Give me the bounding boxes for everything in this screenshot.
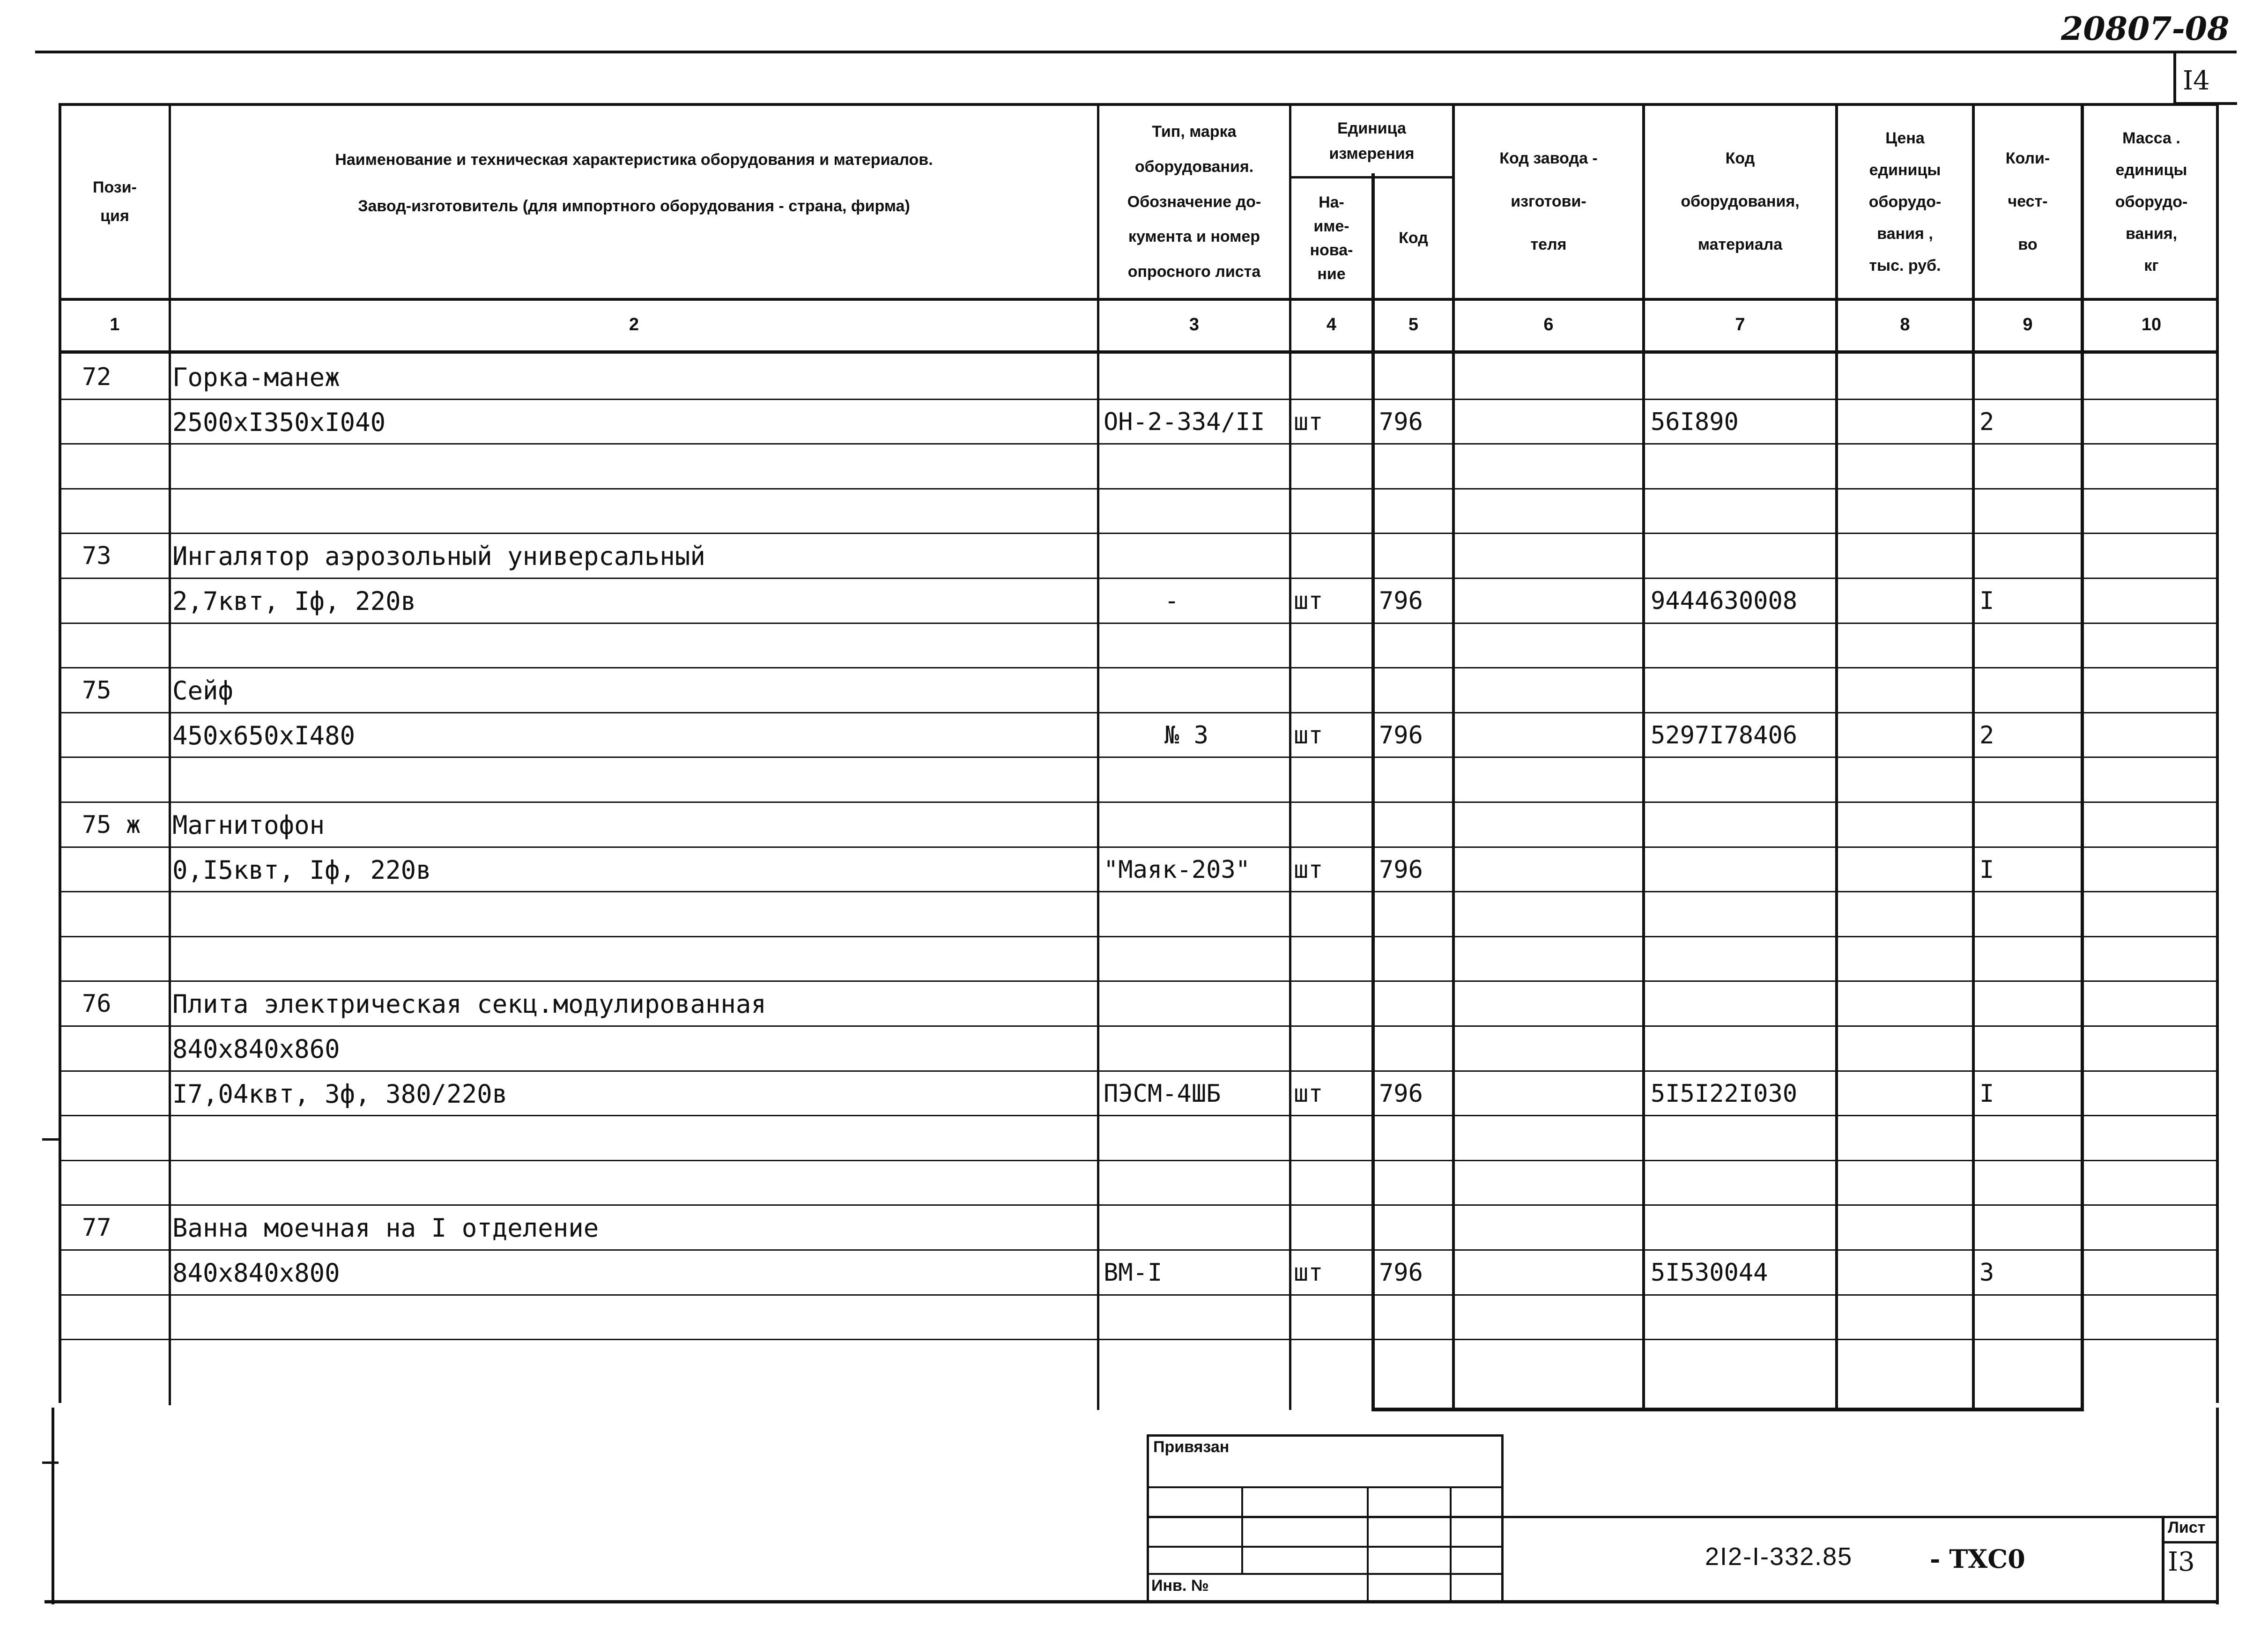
row-line: [59, 712, 2219, 713]
row-line: [59, 1204, 2219, 1206]
row-line: [59, 1070, 2219, 1072]
cell-name: 2500хI350хI040: [172, 408, 386, 437]
row-line: [59, 801, 2219, 803]
row-line: [59, 399, 2219, 400]
header-mass: Масса . единицы оборудо- вания, кг: [2115, 129, 2188, 274]
body-bottom-bold-line: [1371, 1408, 2084, 1411]
col-number: 8: [1900, 315, 1910, 334]
sheet-top-number: I4: [2183, 66, 2210, 96]
cell-unit-code: 796: [1379, 1259, 1423, 1287]
header-quantity: Коли- чест- во: [2005, 149, 2050, 253]
col-number: 6: [1543, 315, 1554, 334]
cell-quantity: 3: [1979, 1259, 1994, 1287]
col-number: 2: [629, 315, 639, 334]
row-line: [59, 533, 2219, 534]
row-line: [59, 488, 2219, 490]
stamp-bound-label: Привязан: [1153, 1438, 1230, 1456]
cell-unit-name: шт: [1294, 1259, 1323, 1287]
row-line: [59, 578, 2219, 579]
row-line: [59, 846, 2219, 848]
cell-name: 450х650хI480: [172, 721, 356, 750]
cell-equipment-code: 56I890: [1651, 408, 1739, 436]
cell-equipment-code: 5I530044: [1651, 1259, 1768, 1287]
cell-unit-code: 796: [1379, 1080, 1423, 1108]
row-line: [59, 1160, 2219, 1161]
col-number: 4: [1326, 315, 1337, 334]
header-unit-name: На- име- нова- ние: [1310, 193, 1353, 283]
header-position: Пози- ция: [93, 178, 137, 225]
row-line: [59, 936, 2219, 937]
cell-name: Ванна моечная на I отделение: [172, 1213, 599, 1243]
row-line: [59, 757, 2219, 758]
cell-quantity: 2: [1979, 408, 1994, 436]
cell-name: Магнитофон: [172, 810, 325, 840]
sheet-number: I3: [2168, 1547, 2195, 1577]
stamp-vline: [1367, 1486, 1369, 1600]
cell-name: 0,I5квт, Iф, 220в: [172, 855, 431, 885]
row-line: [59, 891, 2219, 892]
bottom-frame-left: [52, 1408, 54, 1604]
stamp-inventory-label: Инв. №: [1151, 1577, 1209, 1595]
cell-quantity: I: [1979, 1080, 1994, 1108]
row-line: [59, 667, 2219, 668]
stamp-vline: [1241, 1486, 1243, 1573]
row-line: [59, 1115, 2219, 1116]
drawing-suffix: - ТХС0: [1930, 1544, 2025, 1574]
cell-equipment-code: 5I5I22I030: [1651, 1080, 1798, 1108]
header-equipment-code: Код оборудования, материала: [1681, 149, 1800, 253]
cell-unit-code: 796: [1379, 856, 1423, 884]
cell-name: Ингалятор аэрозольный универсальный: [172, 542, 705, 571]
col-line: [1371, 173, 1375, 1410]
row-line: [59, 443, 2219, 445]
cell-name: 2,7квт, Iф, 220в: [172, 586, 416, 616]
cell-type: ПЭСМ-4ШБ: [1104, 1080, 1221, 1108]
cell-position: 75 ж: [82, 811, 141, 839]
stamp-line: [1147, 1516, 2219, 1518]
sheet-label: Лист: [2168, 1519, 2206, 1536]
col-number: 1: [110, 315, 120, 334]
cell-position: 73: [82, 542, 111, 570]
archive-number: 20807-08: [2061, 10, 2230, 48]
cell-type: № 3: [1164, 721, 1208, 749]
cell-unit-code: 796: [1379, 587, 1423, 615]
bottom-frame-bottom: [44, 1600, 2219, 1603]
cell-unit-code: 796: [1379, 721, 1423, 749]
cell-quantity: I: [1979, 856, 1994, 884]
cell-position: 77: [82, 1214, 111, 1242]
cell-name: Горка-манеж: [172, 363, 340, 392]
cell-unit-name: шт: [1294, 856, 1323, 884]
row-line: [59, 1294, 2219, 1296]
cell-name: 840х840х800: [172, 1258, 340, 1288]
col-number: 10: [2141, 315, 2162, 334]
cell-unit-code: 796: [1379, 408, 1423, 436]
col-number: 7: [1735, 315, 1745, 334]
header-bottom-line: [59, 298, 2219, 301]
cell-quantity: I: [1979, 587, 1994, 615]
row-line: [59, 980, 2219, 982]
cell-unit-name: шт: [1294, 1080, 1323, 1108]
cell-name: Плита электрическая секц.модулированная: [172, 989, 766, 1019]
header-maker-code: Код завода - изготови- теля: [1499, 149, 1598, 253]
margin-tick: [42, 1138, 59, 1141]
colnum-bottom-line: [59, 350, 2219, 354]
cell-unit-name: шт: [1294, 408, 1323, 436]
col-number: 9: [2023, 315, 2033, 334]
cell-type: "Маяк-203": [1104, 856, 1251, 884]
sheet-box-line: [2162, 1541, 2219, 1543]
row-line: [59, 1339, 2219, 1340]
margin-tick: [42, 1461, 59, 1464]
header-price: Цена единицы оборудо- вания , тыс. руб.: [1868, 129, 1942, 274]
row-line: [59, 1249, 2219, 1251]
cell-name: 840х840х860: [172, 1034, 340, 1064]
col-number: 3: [1189, 315, 1200, 334]
cell-position: 72: [82, 363, 111, 391]
cell-equipment-code: 5297I78406: [1651, 721, 1798, 749]
header-type: Тип, марка оборудования. Обозначение до- кумента и номер опросного листа: [1127, 123, 1261, 281]
cell-position: 75: [82, 676, 111, 705]
cell-name: Сейф: [172, 676, 234, 705]
row-line: [59, 1025, 2219, 1027]
cell-quantity: 2: [1979, 721, 1994, 749]
cell-equipment-code: 9444630008: [1651, 587, 1798, 615]
cell-position: 76: [82, 990, 111, 1018]
cell-type: -: [1164, 587, 1179, 615]
row-line: [59, 623, 2219, 624]
cell-type: ОН-2-334/II: [1104, 408, 1265, 436]
cell-unit-name: шт: [1294, 721, 1323, 749]
drawing-code: 2I2-I-332.85: [1705, 1543, 1853, 1571]
cell-type: ВМ-I: [1104, 1259, 1163, 1287]
cell-name: I7,04квт, 3ф, 380/220в: [172, 1079, 508, 1109]
header-unit-code: Код: [1399, 229, 1428, 247]
header-unit: Единица измерения: [1329, 119, 1415, 163]
top-rule: [35, 51, 2237, 53]
col-number: 5: [1408, 315, 1419, 334]
cell-unit-name: шт: [1294, 587, 1323, 615]
header-name: Наименование и техническая характеристика оборудования и материалов. Завод-изготовитель (для импортного оборудования - страна, фирма): [335, 151, 933, 215]
stamp-vline: [1450, 1486, 1452, 1600]
